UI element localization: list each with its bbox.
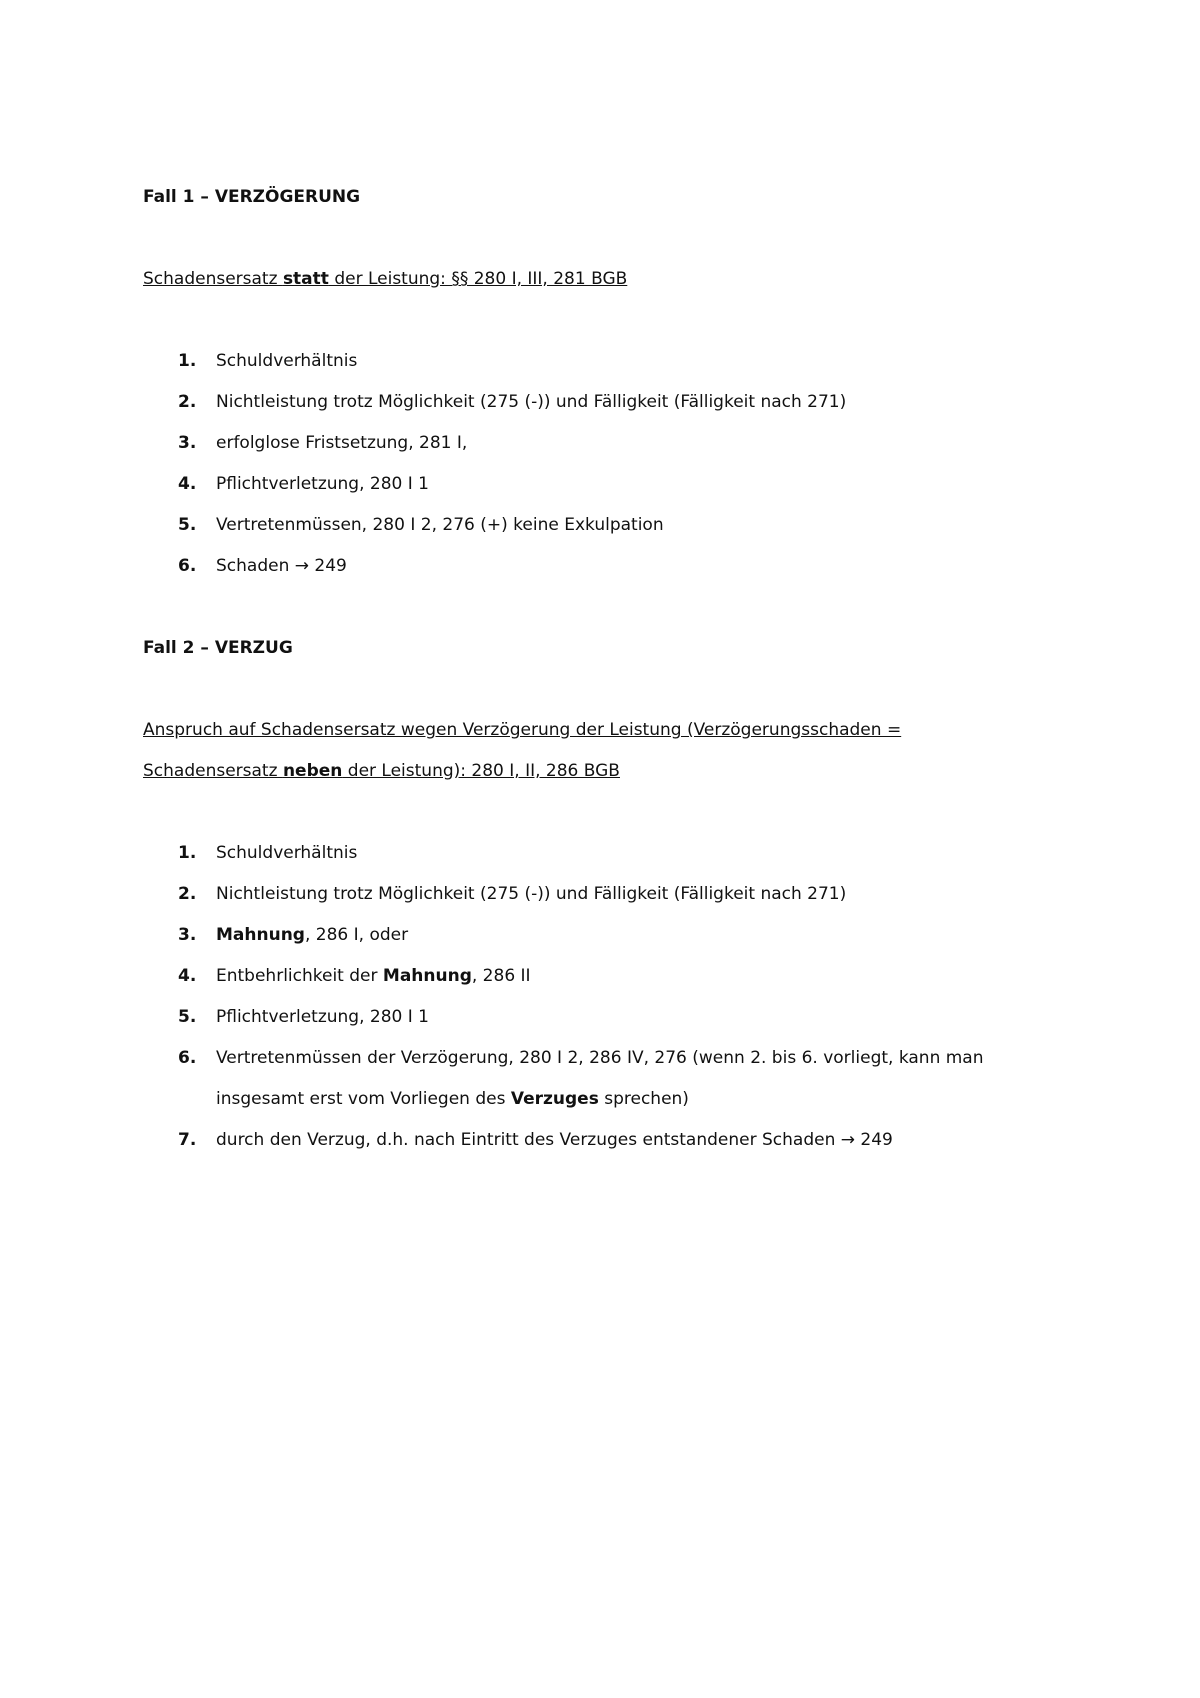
fall1-sub-part3: der Leistung: §§ 280 I, III, 281 BGB — [328, 269, 628, 289]
list-text-pre: Entbehrlichkeit der — [216, 966, 383, 986]
list-number: 2. — [178, 392, 197, 412]
list-text — [216, 964, 531, 988]
fall2-heading: Fall 2 – VERZUG — [143, 638, 293, 658]
list-text: Pflichtverletzung, 280 I 1 — [216, 1007, 429, 1027]
list-number: 3. — [178, 433, 197, 453]
verzuges-term: Verzuges — [510, 1089, 599, 1109]
list-number: 4. — [178, 474, 197, 494]
list-text: Nichtleistung trotz Möglichkeit (275 (-)) und Fälligkeit (Fälligkeit nach 271) — [216, 884, 847, 904]
list-text — [216, 1087, 689, 1111]
list-text: Schuldverhältnis — [216, 351, 358, 371]
list-number: 2. — [178, 884, 197, 904]
list-text: Nichtleistung trotz Möglichkeit (275 (-)) und Fälligkeit (Fälligkeit nach 271) — [216, 392, 847, 412]
list-text-rest: sprechen) — [598, 1089, 689, 1109]
mahnung-term: Mahnung — [216, 925, 305, 945]
list-number: 1. — [178, 351, 197, 371]
list-text: durch den Verzug, d.h. nach Eintritt des Verzuges entstandener Schaden → 249 — [216, 1130, 893, 1150]
list-text-rest: , 286 II — [471, 966, 531, 986]
list-text: Pflichtverletzung, 280 I 1 — [216, 474, 429, 494]
list-text: Schaden → 249 — [216, 556, 347, 576]
fall2-subheading-line2 — [143, 759, 620, 783]
fall2-subheading-line1: Anspruch auf Schadensersatz wegen Verzögerung der Leistung (Verzögerungsschaden = — [143, 720, 902, 740]
list-text-rest: , 286 I, oder — [304, 925, 409, 945]
fall2-sub-part1: Schadensersatz — [143, 761, 283, 781]
list-text: Vertretenmüssen, 280 I 2, 276 (+) keine Exkulpation — [216, 515, 664, 535]
fall1-subheading — [143, 267, 627, 291]
list-number: 7. — [178, 1130, 197, 1150]
list-number: 3. — [178, 925, 197, 945]
list-text-pre: insgesamt erst vom Vorliegen des — [216, 1089, 511, 1109]
list-number: 5. — [178, 515, 197, 535]
fall1-sub-statt: statt — [282, 269, 329, 289]
fall1-sub-part1: Schadensersatz — [143, 269, 283, 289]
list-number: 1. — [178, 843, 197, 863]
list-text: Vertretenmüssen der Verzögerung, 280 I 2, 286 IV, 276 (wenn 2. bis 6. vorliegt, kann man — [216, 1048, 984, 1068]
fall2-sub-neben: neben — [282, 761, 343, 781]
fall1-heading: Fall 1 – VERZÖGERUNG — [143, 187, 361, 207]
list-number: 5. — [178, 1007, 197, 1027]
fall2-sub-part3: der Leistung): 280 I, II, 286 BGB — [342, 761, 620, 781]
list-text: Schuldverhältnis — [216, 843, 358, 863]
list-number: 6. — [178, 556, 197, 576]
list-number: 4. — [178, 966, 197, 986]
list-text — [216, 923, 408, 947]
list-text: erfolglose Fristsetzung, 281 I, — [216, 433, 468, 453]
list-number: 6. — [178, 1048, 197, 1068]
mahnung-term: Mahnung — [382, 966, 472, 986]
